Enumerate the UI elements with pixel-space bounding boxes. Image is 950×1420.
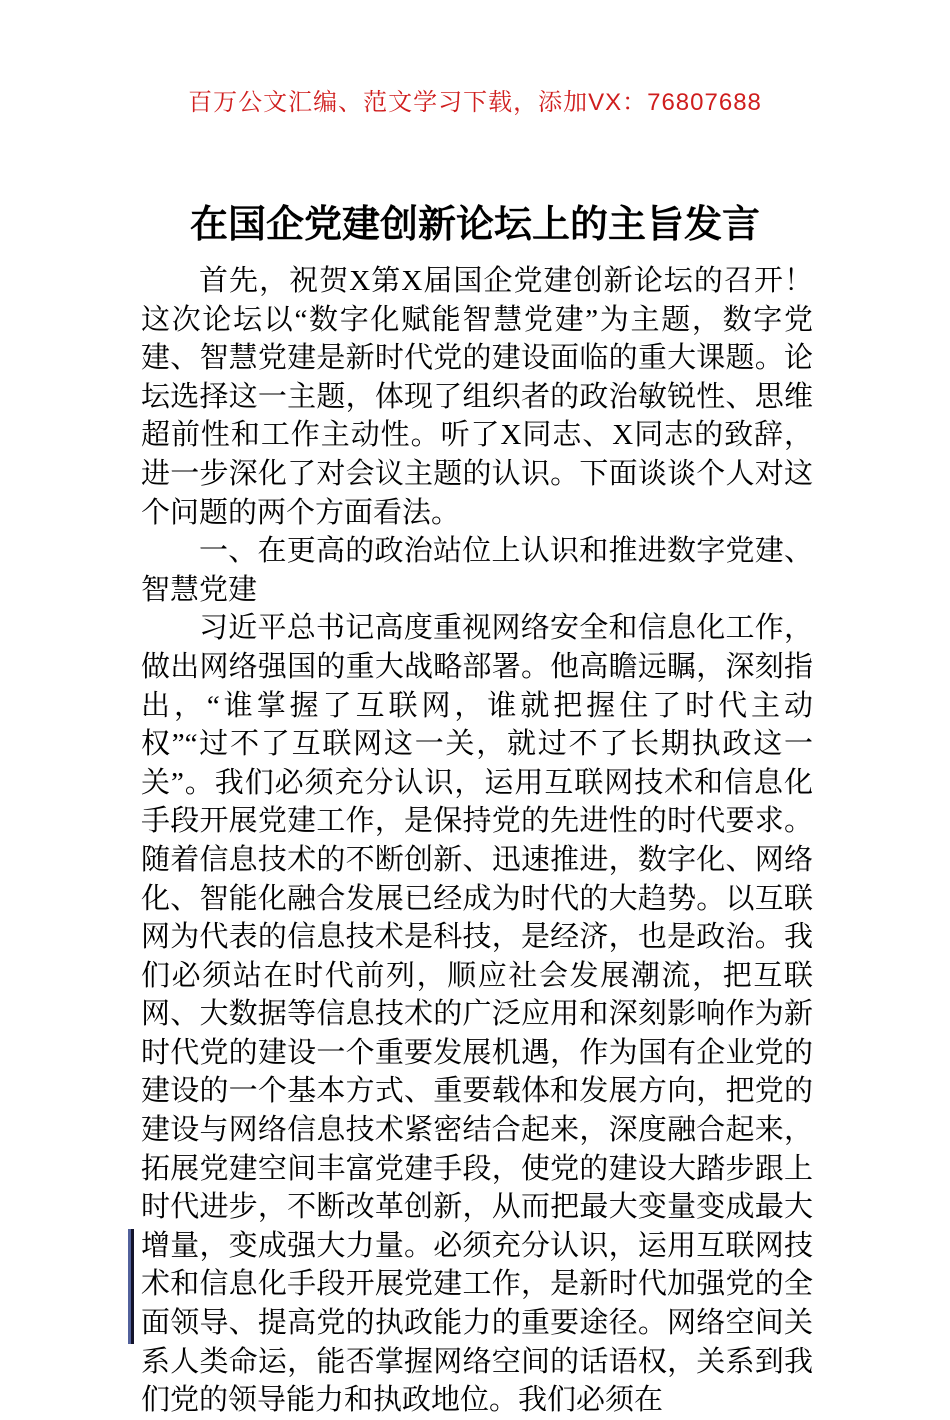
- paragraph-intro: 首先，祝贺X第X届国企党建创新论坛的召开！这次论坛以“数字化赋能智慧党建”为主题，数字党建、智慧党建是新时代党的建设面临的重大课题。论坛选择这一主题，体现了组织者的政治敏锐性、思维超前性和工作主动性。听了X同志、X同志的致辞，进一步深化了对会议主题的认识。下面谈谈个人对这个问题的两个方面看法。: [141, 265, 813, 529]
- paragraph-section-heading: 一、在更高的政治站位上认识和推进数字党建、智慧党建: [141, 535, 813, 606]
- promo-notice: 百万公文汇编、范文学习下载，添加VX：76807688: [188, 89, 762, 116]
- document-body: [141, 262, 813, 1420]
- page-edge-artifact: [128, 1229, 134, 1344]
- paragraph-body: 习近平总书记高度重视网络安全和信息化工作，做出网络强国的重大战略部署。他高瞻远瞩，深刻指出，“谁掌握了互联网，谁就把握住了时代主动权”“过不了互联网这一关，就过不了长期执政这一关”。我们必须充分认识，运用互联网技术和信息化手段开展党建工作，是保持党的先进性的时代要求。随着信息技术的不断创新、迅速推进，数字化、网络化、智能化融合发展已经成为时代的大趋势。以互联网为代表的信息技术是科技，是经济，也是政治。我们必须站在时代前列，顺应社会发展潮流，把互联网、大数据等信息技术的广泛应用和深刻影响作为新时代党的建设一个重要发展机遇，作为国有企业党的建设的一个基本方式、重要载体和发展方向，把党的建设与网络信息技术紧密结合起来，深度融合起来，拓展党建空间丰富党建手段，使党的建设大踏步跟上时代进步，不断改革创新，从而把最大变量变成最大增量，变成强大力量。必须充分认识，运用互联网技术和信息化手段开展党建工作，是新时代加强党的全面领导、提高党的执政能力的重要途径。网络空间关系人类命运，能否掌握网络空间的话语权，关系到我们党的领导能力和执政地位。我们必须在: [141, 612, 813, 1417]
- document-title: 在国企党建创新论坛上的主旨发言: [189, 204, 760, 247]
